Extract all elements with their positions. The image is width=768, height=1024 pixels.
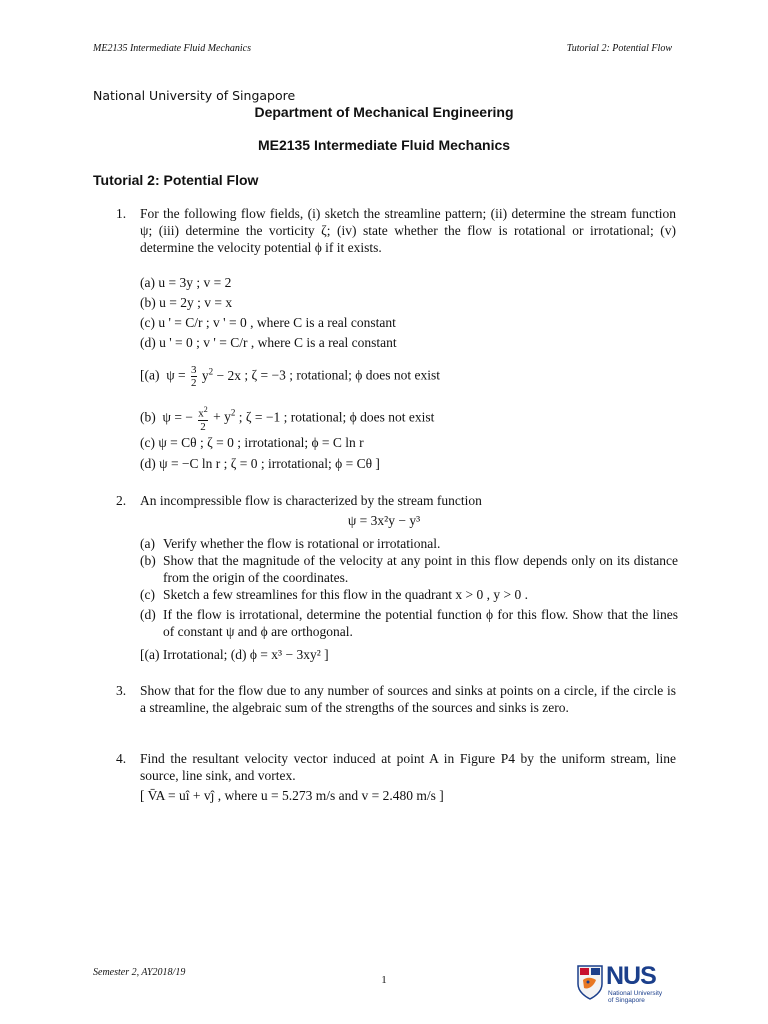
- q2-part-b: (b) Show that the magnitude of the velocity at any point in this flow depends only on its distance from the origin of the coordinates.: [140, 553, 678, 585]
- q2-equation: ψ = 3x²y − y³: [347, 513, 421, 528]
- crest-icon: [576, 964, 604, 1000]
- q1-part-c: (c) u ' = C/r ; v ' = 0 , where C is a real constant: [140, 315, 396, 330]
- q2-part-a: (a) Verify whether the flow is rotational or irrotational.: [140, 536, 441, 551]
- tutorial-title: Tutorial 2: Potential Flow: [93, 172, 259, 188]
- nus-logo: [576, 962, 676, 1012]
- q1-part-a: (a) u = 3y ; v = 2: [140, 275, 232, 290]
- question-3: [116, 682, 676, 716]
- q4-answer: [ V̄A = uî + vĵ , where u = 5.273 m/s and v = 2.480 m/s ]: [140, 788, 444, 803]
- q2-part-d: (d) If the flow is irrotational, determine the potential function ϕ for this flow. Show that the lines of constant ψ and ϕ are orthogonal.: [140, 607, 678, 639]
- department-title: Department of Mechanical Engineering: [254, 104, 514, 120]
- q1-answer-d: (d) ψ = −C ln r ; ζ = 0 ; irrotational; ϕ = Cθ ]: [140, 456, 380, 471]
- q1-part-d: (d) u ' = 0 ; v ' = C/r , where C is a real constant: [140, 335, 397, 350]
- q2-part-c: (c) Sketch a few streamlines for this flow in the quadrant x > 0 , y > 0 .: [140, 587, 529, 602]
- question-text: An incompressible flow is characterized by the stream function: [140, 493, 482, 508]
- q2-answer: [(a) Irrotational; (d) ϕ = x³ − 3xy² ]: [140, 647, 329, 662]
- question-2: [116, 492, 676, 509]
- q1-answer-c: (c) ψ = Cθ ; ζ = 0 ; irrotational; ϕ = C ln r: [140, 435, 364, 450]
- question-4: [116, 750, 676, 784]
- q1-part-b: (b) u = 2y ; v = x: [140, 295, 233, 310]
- question-number: 1.: [116, 206, 127, 221]
- question-text: Find the resultant velocity vector induced at point A in Figure P4 by the uniform stream, line source, line sink, and vortex.: [140, 751, 676, 783]
- question-number: 2.: [116, 493, 127, 508]
- q1-answer-a: [(a) ψ = $\frac{3}{2}$ $y^2 - 2x$ ; ζ = −3 ; rotational; ϕ does not exist: [140, 364, 440, 389]
- header-tutorial: Tutorial 2: Potential Flow: [566, 43, 672, 54]
- q1-answer-b: (b) ψ = − $\frac{x^2}{2}$ + $y^2$ ; ζ = −1 ; rotational; ϕ does not exist: [140, 405, 435, 433]
- page-number: 1: [381, 974, 387, 986]
- semester-label: Semester 2, AY2018/19: [93, 967, 186, 978]
- question-text: For the following flow fields, (i) sketch the streamline pattern; (ii) determine the stream function ψ; (iii) determine the vorticity ζ; (iv) state whether the flow is rotational or irrotational; (v) determine the velocity potential ϕ if it exists.: [140, 206, 676, 255]
- university-name: National University of Singapore: [93, 88, 296, 103]
- question-number: 3.: [116, 683, 127, 698]
- logo-text: NUS: [606, 962, 656, 990]
- question-number: 4.: [116, 751, 127, 766]
- question-1: [116, 205, 676, 256]
- question-text: Show that for the flow due to any number of sources and sinks at points on a circle, if the circle is a streamline, the algebraic sum of the strengths of the sources and sinks is zero.: [140, 683, 676, 715]
- course-title: ME2135 Intermediate Fluid Mechanics: [257, 137, 511, 153]
- logo-subtitle: National University of Singapore: [608, 990, 663, 1004]
- header-course: ME2135 Intermediate Fluid Mechanics: [93, 43, 252, 54]
